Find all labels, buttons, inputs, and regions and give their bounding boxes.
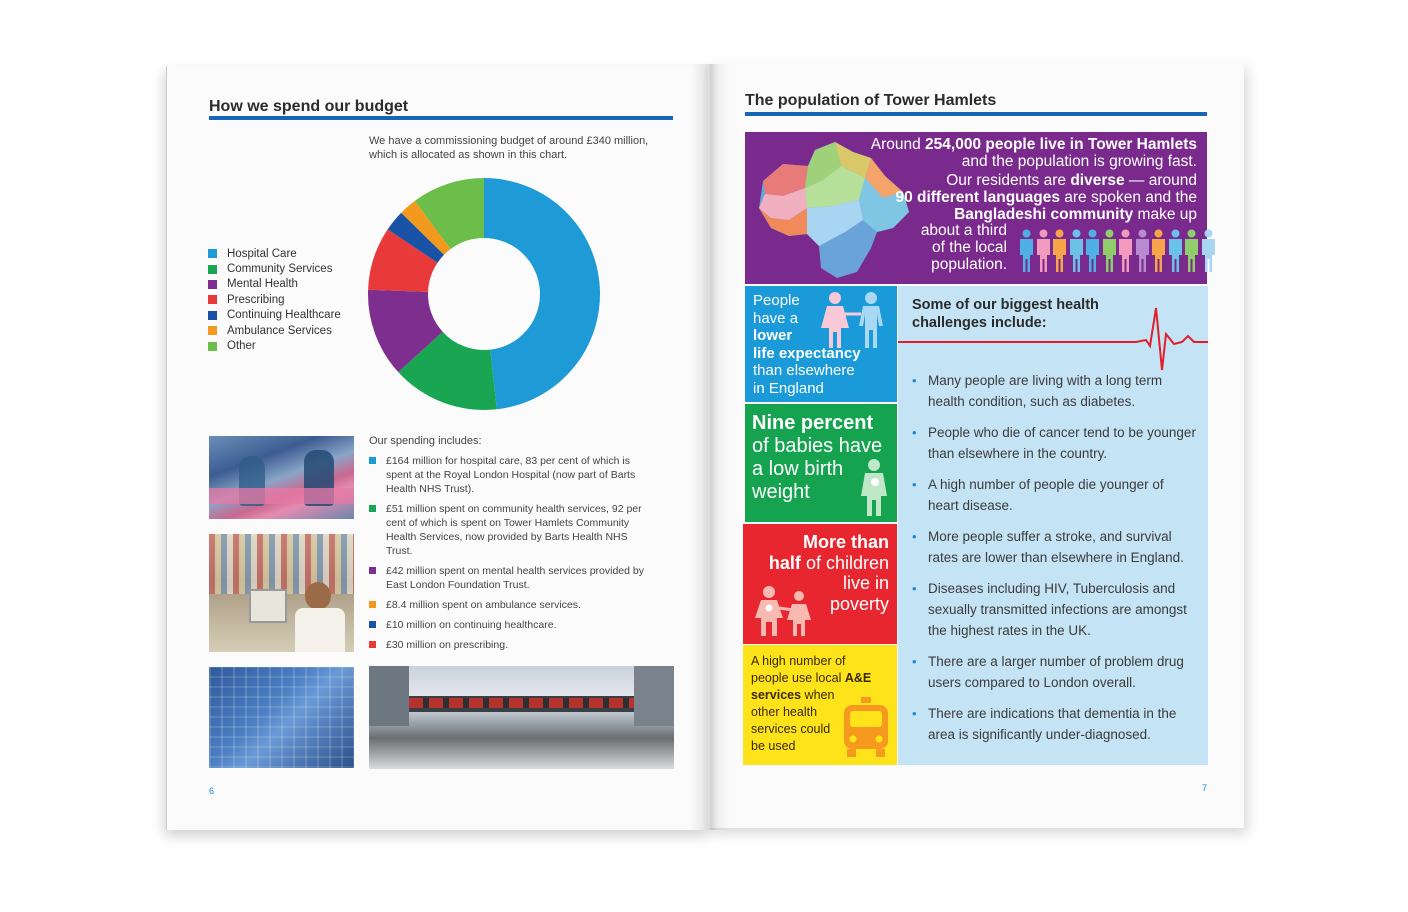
low-birth-weight-tile: Nine percent of babies have a low birth weight xyxy=(745,404,897,522)
challenge-item xyxy=(912,578,1196,641)
population-text-bottom: about a third of the local population. xyxy=(920,222,1007,273)
population-panel xyxy=(745,132,1207,284)
page-title-right: The population of Tower Hamlets xyxy=(745,92,997,109)
challenge-item xyxy=(912,703,1196,745)
legend-item xyxy=(208,323,368,338)
spending-text: £42 million spent on mental health services provided by East London Foundation Trust. xyxy=(386,565,644,591)
health-challenges-panel xyxy=(898,286,1208,765)
challenge-text: Diseases including HIV, Tuberculosis and sexually transmitted infections are amongst the highest rates in the UK. xyxy=(928,581,1187,638)
person-icon xyxy=(1019,229,1034,273)
ambulance-icon xyxy=(841,697,891,759)
spending-bullet xyxy=(369,621,376,628)
donut-slice-hospital-care xyxy=(484,178,600,409)
spending-heading: Our spending includes: xyxy=(369,435,482,447)
challenge-item xyxy=(912,422,1196,464)
person-icon xyxy=(1069,229,1084,273)
person-icon xyxy=(1052,229,1067,273)
population-text-top: Around 254,000 people live in Tower Hamlets and the population is growing fast. Our residents are diverse — around 90 different languages are spoken and the Bangladeshi community make up xyxy=(870,136,1197,223)
bullet-dot-icon: • xyxy=(912,581,917,596)
challenges-heading: Some of our biggest health challenges include: xyxy=(912,297,1099,331)
hospital-corridor-photo xyxy=(209,436,354,519)
legend-label: Hospital Care xyxy=(227,247,297,260)
spending-text: £51 million spent on community health services, 92 per cent of which is spent on Tower Hamlets Community Health Services, now provided by Barts Health NHS Trust. xyxy=(386,503,642,557)
challenge-text: There are a larger number of problem drug users compared to London overall. xyxy=(928,654,1184,690)
book-spine-shadow xyxy=(690,64,730,830)
person-icon xyxy=(1118,229,1133,273)
bullet-dot-icon: • xyxy=(912,477,917,492)
legend-swatch xyxy=(208,249,217,258)
hospital-entrance-photo xyxy=(369,666,674,769)
legend-item xyxy=(208,261,368,276)
legend-item xyxy=(208,338,368,353)
challenge-item xyxy=(912,651,1196,693)
people-row-icon xyxy=(1019,229,1217,273)
ae-usage-tile: A high number of people use local A&E services when other health services could be used xyxy=(743,645,897,765)
title-rule-left xyxy=(209,116,673,120)
spending-text: £8.4 million spent on ambulance services. xyxy=(386,599,581,611)
bullet-dot-icon: • xyxy=(912,373,917,388)
legend-swatch xyxy=(208,265,217,274)
challenge-text: There are indications that dementia in the area is significantly under-diagnosed. xyxy=(928,706,1177,742)
spending-item xyxy=(369,618,653,632)
legend-swatch xyxy=(208,342,217,351)
bullet-dot-icon: • xyxy=(912,425,917,440)
mother-baby-icon xyxy=(857,458,891,518)
life-expectancy-tile: People have a lower life expectancy than elsewhere in England xyxy=(745,286,897,402)
legend-label: Ambulance Services xyxy=(227,324,332,337)
couple-icon xyxy=(815,290,895,352)
budget-intro: We have a commissioning budget of around £340 million, which is allocated as shown in this chart. xyxy=(369,135,649,161)
spending-text: £30 million on prescribing. xyxy=(386,639,508,651)
child-poverty-tile: More than half of children live in poverty xyxy=(743,524,897,644)
legend-item xyxy=(208,292,368,307)
spending-item xyxy=(369,638,653,652)
challenges-list xyxy=(912,370,1196,755)
person-icon xyxy=(1184,229,1199,273)
challenge-item xyxy=(912,474,1196,516)
spending-item xyxy=(369,502,653,558)
budget-donut-chart xyxy=(366,176,602,412)
person-icon xyxy=(1168,229,1183,273)
legend-swatch xyxy=(208,326,217,335)
legend-item xyxy=(208,277,368,292)
person-icon xyxy=(1036,229,1051,273)
legend-swatch xyxy=(208,295,217,304)
legend-item xyxy=(208,246,368,261)
legend-swatch xyxy=(208,311,217,320)
spending-bullet xyxy=(369,505,376,512)
challenge-text: A high number of people die younger of heart disease. xyxy=(928,477,1164,513)
person-icon xyxy=(1085,229,1100,273)
legend-label: Other xyxy=(227,340,256,353)
challenge-item xyxy=(912,526,1196,568)
page-number-right: 7 xyxy=(1202,783,1208,793)
challenge-item xyxy=(912,370,1196,412)
heartbeat-line-icon xyxy=(898,304,1208,376)
spending-list xyxy=(369,454,653,658)
spending-item xyxy=(369,454,653,496)
legend-label: Prescribing xyxy=(227,293,285,306)
legend-label: Community Services xyxy=(227,263,333,276)
person-icon xyxy=(1201,229,1216,273)
person-icon xyxy=(1102,229,1117,273)
legend-label: Continuing Healthcare xyxy=(227,309,341,322)
spending-bullet xyxy=(369,641,376,648)
bullet-dot-icon: • xyxy=(912,654,917,669)
pharmacist-photo xyxy=(209,534,354,652)
spending-item xyxy=(369,598,653,612)
legend-swatch xyxy=(208,280,217,289)
spending-bullet xyxy=(369,457,376,464)
legend-item xyxy=(208,308,368,323)
person-icon xyxy=(1151,229,1166,273)
children-icon xyxy=(749,584,819,638)
chart-legend xyxy=(208,246,368,354)
challenge-text: Many people are living with a long term health condition, such as diabetes. xyxy=(928,373,1163,409)
spending-text: £10 million on continuing healthcare. xyxy=(386,619,557,631)
bullet-dot-icon: • xyxy=(912,529,917,544)
spending-item xyxy=(369,564,653,592)
bullet-dot-icon: • xyxy=(912,706,917,721)
person-icon xyxy=(1135,229,1150,273)
challenge-text: People who die of cancer tend to be younger than elsewhere in the country. xyxy=(928,425,1196,461)
page-number-left: 6 xyxy=(209,786,215,796)
legend-label: Mental Health xyxy=(227,278,298,291)
spending-text: £164 million for hospital care, 83 per cent of which is spent at the Royal London Hospital (now part of Barts Health NHS Trust). xyxy=(386,455,636,495)
spending-bullet xyxy=(369,601,376,608)
glass-building-photo xyxy=(209,667,354,768)
title-rule-right xyxy=(745,112,1207,116)
spending-bullet xyxy=(369,567,376,574)
challenge-text: More people suffer a stroke, and survival rates are lower than elsewhere in England. xyxy=(928,529,1184,565)
page-title-left: How we spend our budget xyxy=(209,98,409,115)
